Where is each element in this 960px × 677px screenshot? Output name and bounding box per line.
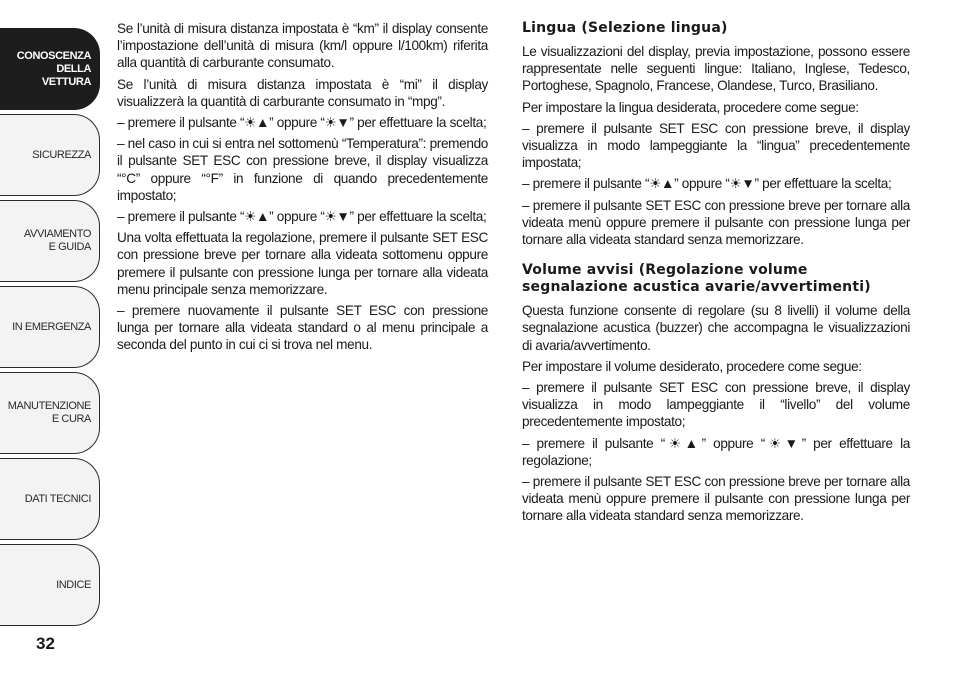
paragraph: Se l’unità di misura distanza impostata è “km” il display consente l’impostazione dell’unità di misura (km/l oppure l/100km) riferita alla quantità di carburante consumato.: [117, 21, 488, 71]
paragraph: Per impostare la lingua desiderata, procedere come segue:: [522, 99, 859, 115]
paragraph: Per impostare il volume desiderato, procedere come segue:: [522, 358, 862, 374]
section-heading-lingua: Lingua (Selezione lingua): [522, 20, 728, 36]
paragraph: Una volta effettuata la regolazione, premere il pulsante SET ESC con pressione breve per tornare alla videata sottomenu oppure premere il pulsante con pressione lunga per tornare alla videata menu principale senza memorizzare.: [117, 230, 488, 297]
paragraph: – premere il pulsante SET ESC con pressione breve, il display visualizza in modo lampeggiante il “livello” del volume precedentemente impostato;: [522, 380, 910, 430]
tab-dati-tecnici[interactable]: DATI TECNICI: [0, 458, 100, 540]
paragraph: – premere il pulsante “☀▲” oppure “☀▼” per effettuare la scelta;: [117, 209, 487, 225]
tab-indice[interactable]: INDICE: [0, 544, 100, 626]
page-number: 32: [36, 634, 55, 653]
paragraph: Le visualizzazioni del display, previa impostazione, possono essere rappresentate nelle seguenti lingue: Italiano, Inglese, Tedesco, Portoghese, Spagnolo, Francese, Olandese, Turco, Brasiliano.: [522, 44, 910, 94]
paragraph: – premere nuovamente il pulsante SET ESC con pressione lunga per tornare alla videata standard o al menu principale a seconda del punto in cui ci si trova nel menu.: [117, 303, 488, 353]
paragraph: – premere il pulsante SET ESC con pressione breve per tornare alla videata menù oppure premere il pulsante con pressione lunga per tornare alla videata standard senza memorizzare.: [522, 474, 910, 524]
section-heading-volume-avvisi: Volume avvisi (Regolazione volume segnalazione acustica avarie/avvertimenti): [522, 262, 871, 296]
paragraph: – premere il pulsante SET ESC con pressione breve per tornare alla videata menù oppure premere il pulsante con pressione lunga per tornare alla videata standard senza memorizzare.: [522, 197, 910, 248]
paragraph: Questa funzione consente di regolare (su 8 livelli) il volume della segnalazione acustica (buzzer) che accompagna le visualizzazioni di avaria/avvertimento.: [522, 303, 910, 353]
tab-manutenzione-e-cura[interactable]: MANUTENZIONE E CURA: [0, 372, 100, 454]
tab-conoscenza-della-vettura[interactable]: CONOSCENZA DELLA VETTURA: [0, 28, 100, 110]
paragraph: – premere il pulsante “☀▲” oppure “☀▼” per effettuare la regolazione;: [522, 435, 910, 468]
tab-sicurezza[interactable]: SICUREZZA: [0, 114, 100, 196]
tab-avviamento-e-guida[interactable]: AVVIAMENTO E GUIDA: [0, 200, 100, 282]
tab-in-emergenza[interactable]: IN EMERGENZA: [0, 286, 100, 368]
paragraph: – premere il pulsante “☀▲” oppure “☀▼” per effettuare la scelta;: [522, 176, 892, 192]
paragraph: Se l’unità di misura distanza impostata è “mi” il display visualizzerà la quantità di carburante consumato in “mpg”.: [117, 76, 488, 109]
left-column: [117, 20, 488, 358]
paragraph: – premere il pulsante “☀▲” oppure “☀▼” per effettuare la scelta;: [117, 115, 487, 131]
right-column: [522, 20, 910, 529]
paragraph: – nel caso in cui si entra nel sottomenù “Temperatura”: premendo il pulsante SET ESC con pressione breve, il display visualizza “°C” oppure “°F” in funzione di quando precedentemente impostato;: [117, 136, 488, 203]
paragraph: – premere il pulsante SET ESC con pressione breve, il display visualizza in modo lampeggiante la “lingua” precedentemente impostata;: [522, 120, 910, 171]
